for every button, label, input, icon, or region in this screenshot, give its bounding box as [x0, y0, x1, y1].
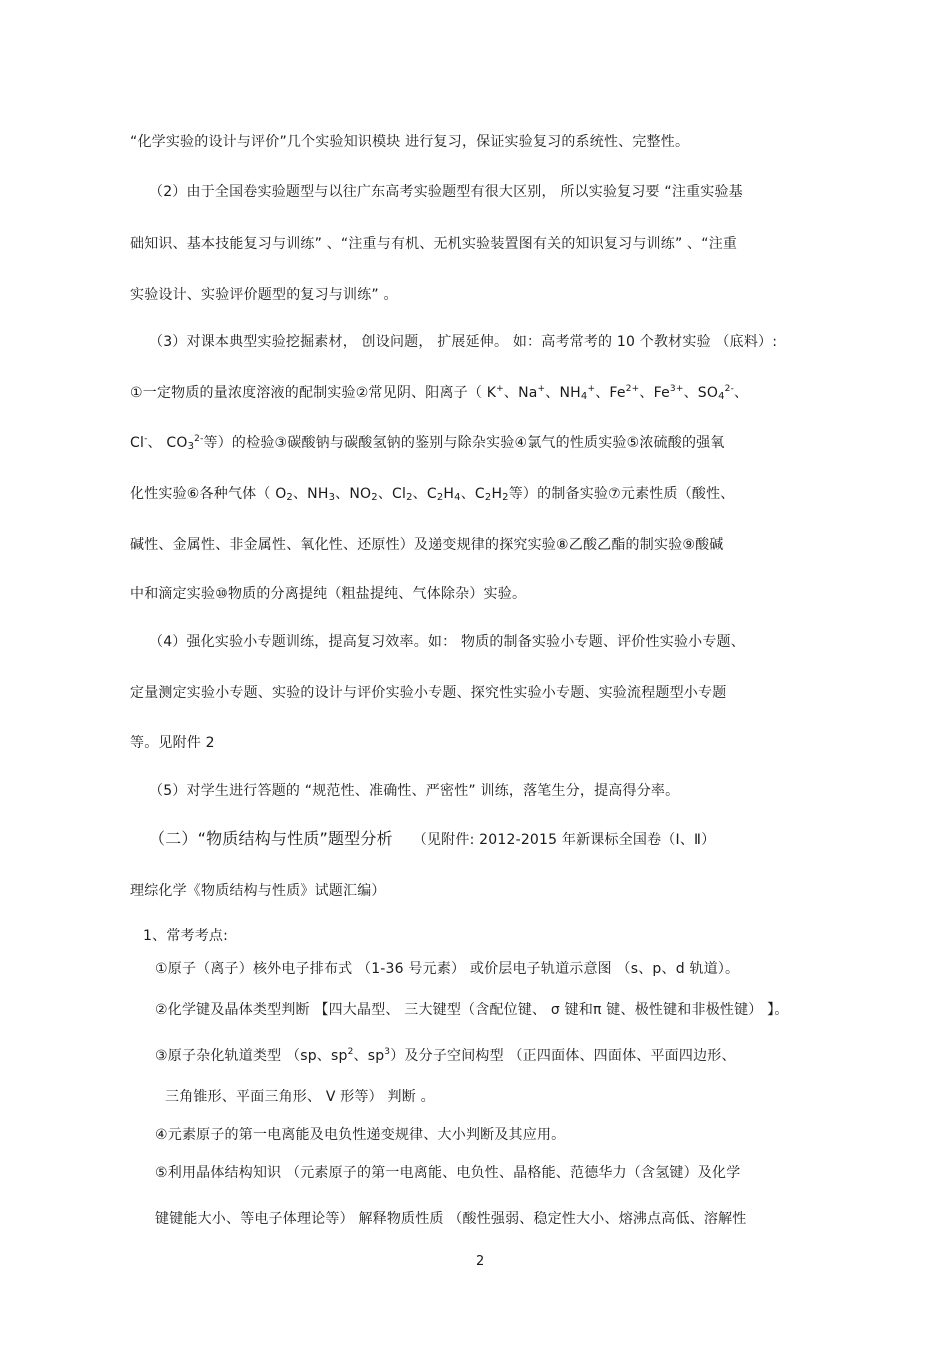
charge-mark: + [496, 384, 504, 394]
text-segment: 、NO [335, 486, 372, 502]
text-line-gases [130, 485, 734, 503]
text-segment: 、sp [353, 1048, 385, 1064]
text-line-ions [130, 434, 725, 452]
text-segment: 、Cl [377, 486, 407, 502]
charge-mark: 2- [194, 434, 204, 444]
text-segment: 化性实验⑥各种气体（ O [130, 486, 287, 502]
subscript: 2 [436, 492, 444, 503]
subscript: 2 [406, 492, 413, 503]
text-line: 碱性、金属性、非金属性、氧化性、还原性）及递变规律的探究实验⑧乙酸乙酯的制实验⑨酸碱 [130, 537, 724, 553]
text-segment: 、C [460, 486, 485, 502]
text-line: （5）对学生进行答题的 “规范性、准确性、严密性” 训练，落笔生分，提高得分率。 [149, 783, 680, 799]
subsection-title: 1、常考考点: [143, 928, 229, 944]
list-item-continuation: 三角锥形、平面三角形、 V 形等） 判断 。 [165, 1089, 435, 1105]
text-line-ions [130, 384, 748, 402]
text-line: 定量测定实验小专题、实验的设计与评价实验小专题、探究性实验小专题、实验流程题型小专题 [130, 685, 727, 701]
list-item: ②化学键及晶体类型判断 【四大晶型、 三大键型（含配位键、 σ 键和π 键、极性键和非极性键） 】。 [155, 1002, 789, 1018]
subscript: 4 [454, 492, 461, 503]
text-segment: ①一定物质的量浓度溶液的配制实验②常见阴、阳离子（ K [130, 385, 497, 401]
text-segment: ③原子杂化轨道类型 （sp、sp [155, 1048, 348, 1064]
list-item: ⑤利用晶体结构知识 （元素原子的第一电离能、电负性、晶格能、范德华力（含氢键）及化学 [155, 1165, 741, 1181]
list-item: ①原子（离子）核外电子排布式 （1-36 号元素） 或价层电子轨道示意图 （s、p、d 轨道）。 [155, 961, 740, 977]
text-line: 实验设计、实验评价题型的复习与训练” 。 [130, 287, 398, 303]
subscript: 3 [187, 441, 195, 452]
text-segment: 、Fe [639, 385, 670, 401]
text-segment: H [443, 486, 455, 502]
text-line: （3）对课本典型实验挖掘素材， 创设问题， 扩展延伸。 如：高考常考的 10 个教材实验 （底料）: [149, 334, 778, 350]
text-segment: H [491, 486, 503, 502]
text-segment: 、NH [545, 385, 581, 401]
text-segment: 、 [734, 385, 749, 401]
text-segment: 、NH [292, 486, 329, 502]
page-number: 2 [476, 1254, 485, 1269]
text-segment: 、C [412, 486, 437, 502]
subscript: 2 [502, 492, 509, 503]
text-segment: 、Fe [595, 385, 626, 401]
text-line: 等。见附件 2 [130, 735, 215, 751]
charge-mark: 2+ [625, 384, 640, 394]
subscript: 3 [328, 492, 336, 503]
text-line: （4）强化实验小专题训练，提高复习效率。如： 物质的制备实验小专题、评价性实验小专题、 [149, 634, 745, 650]
subscript: 2 [484, 492, 492, 503]
superscript: 2 [347, 1047, 354, 1057]
text-segment: 、SO [683, 385, 719, 401]
charge-mark: 3+ [669, 384, 684, 394]
text-segment: 、 CO [147, 435, 188, 451]
text-line: （2）由于全国卷实验题型与以往广东高考实验题型有很大区别， 所以实验复习要 “注重实验基 [149, 184, 743, 200]
section-title: （二）“物质结构与性质”题型分析 [149, 829, 393, 848]
charge-mark: + [537, 384, 546, 394]
charge-mark: - [144, 434, 148, 444]
text-line: 理综化学《物质结构与性质》试题汇编） [130, 883, 386, 899]
text-line: 中和滴定实验⑩物质的分离提纯（粗盐提纯、气体除杂）实验。 [130, 586, 527, 602]
list-item: ④元素原子的第一电离能及电负性递变规律、大小判断及其应用。 [155, 1127, 566, 1143]
charge-mark: + [587, 384, 596, 394]
text-line: 础知识、基本技能复习与训练” 、“注重与有机、无机实验装置图有关的知识复习与训练” 、“注重 [130, 236, 738, 252]
text-segment: 、Na [503, 385, 538, 401]
text-segment: 等）的制备实验⑦元素性质（酸性、 [508, 486, 735, 502]
section-heading [149, 830, 715, 849]
subscript: 2 [371, 492, 378, 503]
list-item [155, 1047, 736, 1065]
subscript: 2 [286, 492, 293, 503]
section-note: （见附件: 2012-2015 年新课标全国卷（Ⅰ、Ⅱ） [412, 832, 716, 848]
charge-mark: 2- [724, 384, 735, 394]
text-line: “化学实验的设计与评价”几个实验知识模块 进行复习，保证实验复习的系统性、完整性。 [130, 134, 690, 150]
subscript: 4 [580, 391, 588, 402]
superscript: 3 [384, 1047, 391, 1057]
text-segment: ）及分子空间构型 （正四面体、四面体、平面四边形、 [390, 1048, 736, 1064]
subscript: 4 [718, 391, 725, 402]
text-segment: Cl [130, 435, 145, 451]
text-segment: 等）的检验③碳酸钠与碳酸氢钠的鉴别与除杂实验④氯气的性质实验⑤浓硫酸的强氧 [203, 435, 725, 451]
list-item-continuation: 键键能大小、等电子体理论等） 解释物质性质 （酸性强弱、稳定性大小、熔沸点高低、溶解性 [155, 1211, 747, 1227]
